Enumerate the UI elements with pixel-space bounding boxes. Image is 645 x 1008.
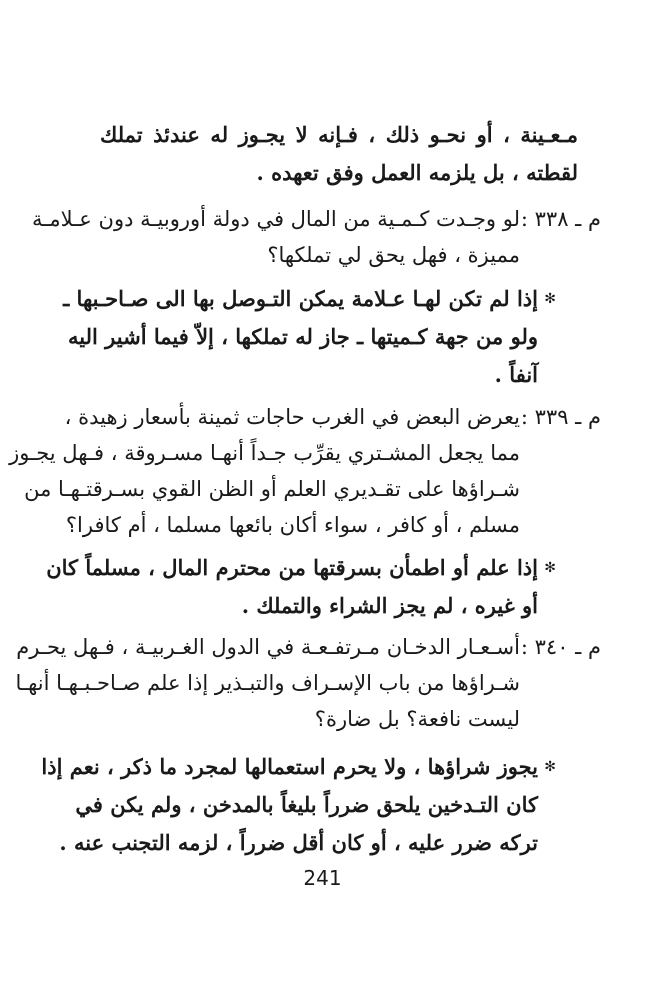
text-line: أسـعـار الدخـان مـرتفـعـة في الدول الغـربيـة ، فـهل يحـرم — [16, 635, 520, 659]
page-number: 241 — [303, 866, 342, 890]
text-line: أو غيره ، لم يجز الشراء والتملك . — [241, 593, 538, 618]
answer-marker-icon: ✻ — [544, 759, 556, 775]
answer-marker-icon: ✻ — [544, 560, 556, 576]
question-paragraph — [31, 204, 520, 274]
answer-paragraph — [63, 284, 538, 394]
answer-paragraph — [41, 752, 538, 862]
text-line: كان التـدخين يلحق ضرراً بليغاً بالمدخن ، ولم يكن في — [75, 792, 538, 817]
text-line: مـعـينة ، أو نحـو ذلك ، فـإنه لا يجـوز له عندئذ تملك — [100, 122, 578, 147]
question-label: م ـ ٣٤٠ : — [520, 635, 601, 659]
answer-paragraph — [46, 553, 538, 623]
question-paragraph — [9, 402, 520, 542]
text-line: مسلم ، أو كافر ، سواء أكان بائعها مسلما ، أم كافرا؟ — [65, 513, 520, 537]
text-line: يعرض البعض في الغرب حاجات ثمينة بأسعار زهيدة ، — [64, 405, 520, 429]
text-line: شـراؤها على تقـديري العلم أو الظن القوي بسـرقتـهـا من — [24, 477, 520, 501]
text-line: إذا علم أو اطمأن بسرقتها من محترم المال ، مسلماً كان — [46, 555, 538, 580]
text-line: ليست نافعة؟ بل ضارة؟ — [314, 707, 520, 731]
text-line: مما يجعل المشـتري يقرِّب جـداً أنهـا مسـروقة ، فـهل يجـوز — [9, 441, 520, 465]
answer-marker-icon: ✻ — [544, 291, 556, 307]
text-line: إذا لم تكن لهـا عـلامة يمكن التـوصل بها الى صـاحـبها ـ — [63, 286, 538, 311]
text-line: لقطته ، بل يلزمه العمل وفق تعهده . — [256, 160, 578, 185]
text-line: مميزة ، فهل يحق لي تملكها؟ — [267, 243, 520, 267]
text-line: آنفاً . — [494, 362, 538, 387]
text-line: يجوز شراؤها ، ولا يحرم استعمالها لمجرد ما ذكر ، نعم إذا — [41, 754, 538, 779]
text-line: شـراؤها من باب الإسـراف والتبـذير إذا علم صـاحـبـهـا أنهـا — [15, 671, 520, 695]
question-paragraph — [15, 632, 520, 737]
question-label: م ـ ٣٣٨ : — [520, 207, 601, 231]
text-line: تركه ضرر عليه ، أو كان أقل ضرراً ، لزمه التجنب عنه . — [59, 830, 538, 855]
question-label: م ـ ٣٣٩ : — [520, 405, 601, 429]
text-line: لو وجـدت كـمـية من المال في دولة أوروبيـة دون عـلامـة — [31, 207, 520, 231]
intro-paragraph — [100, 120, 578, 190]
text-line: ولو من جهة كـميتها ـ جاز له تملكها ، إلاّ فيما أشير اليه — [68, 324, 538, 349]
